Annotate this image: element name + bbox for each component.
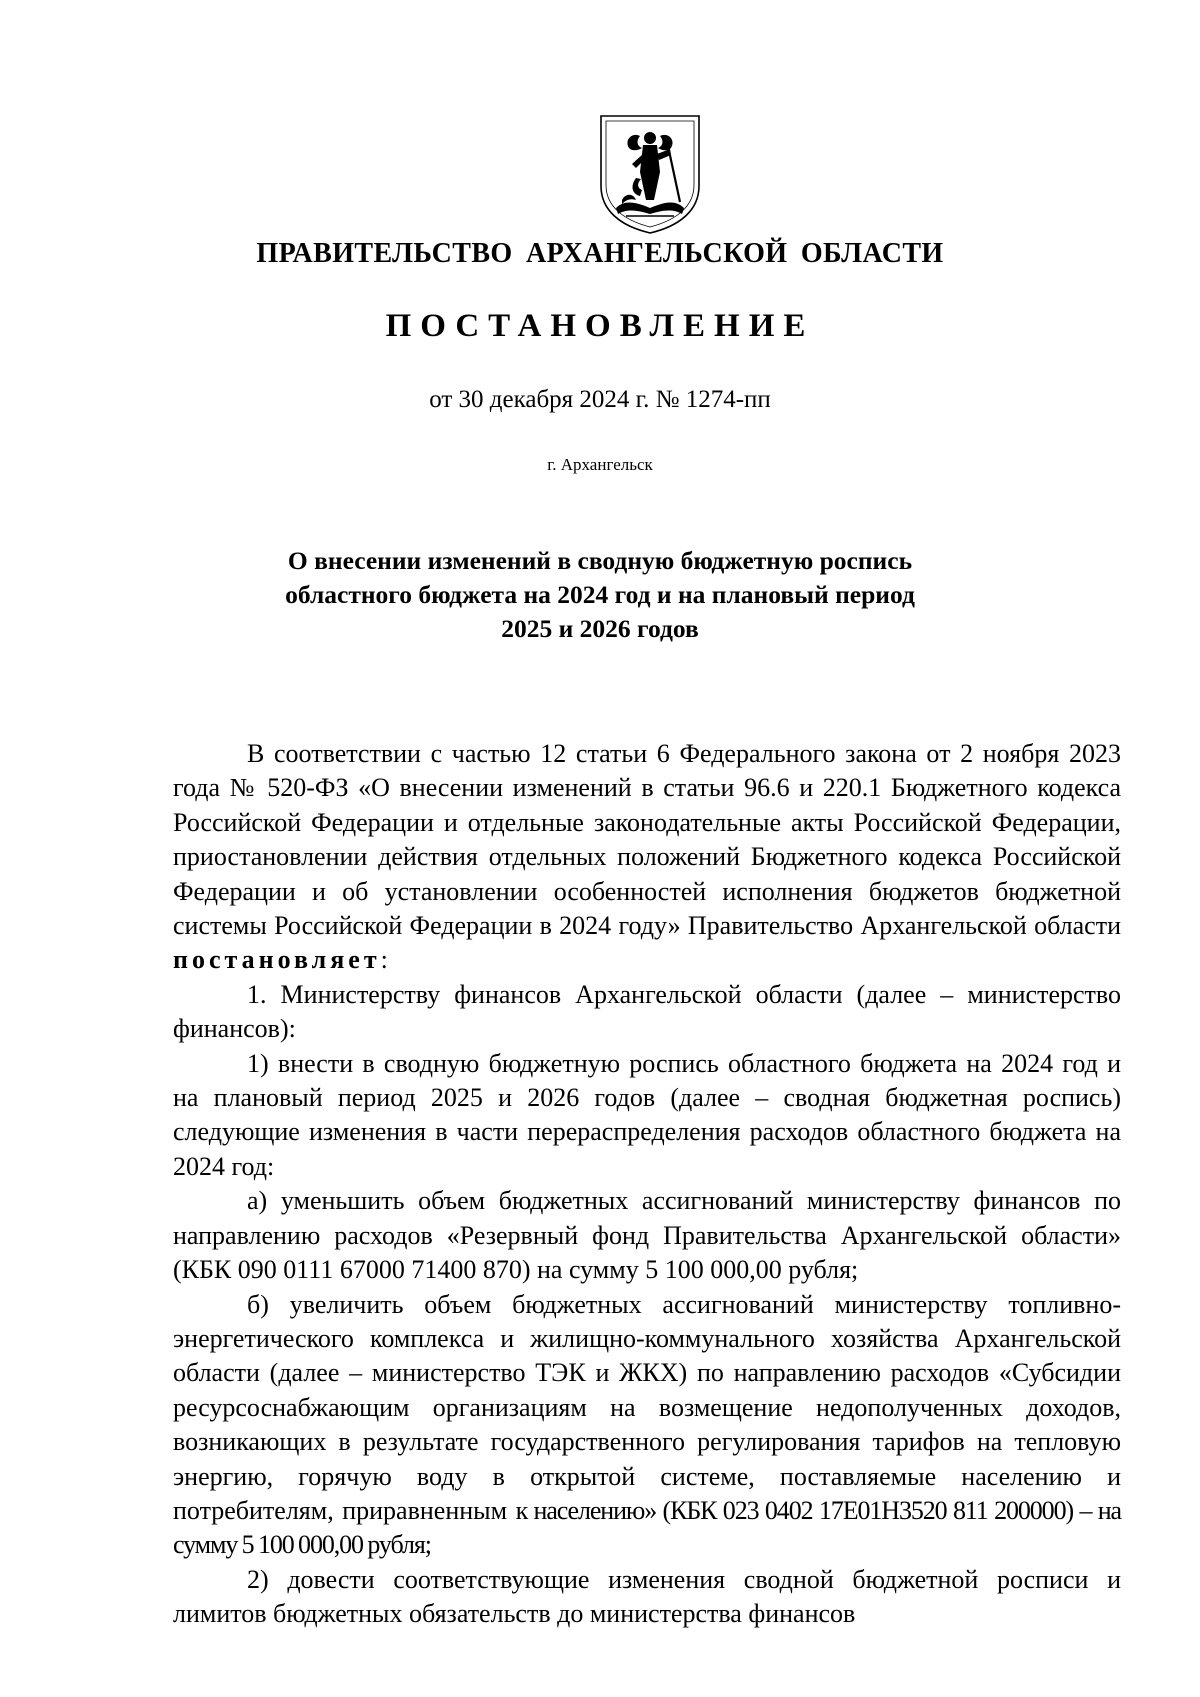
document-date-number: от 30 декабря 2024 г. № 1274-пп	[429, 386, 771, 413]
document-type-title: ПОСТАНОВЛЕНИЕ	[385, 308, 815, 344]
item-1-1-b-main-text: б) увеличить объем бюджетных ассигнований министерству топливно-энергетического комплекса и жилищно-коммунального хозяйства Архангельской области (далее – министерство ТЭК и ЖКХ) по направлению расходов «Субсидии ресурсоснабжающим организациям на возмещение недополученных доходов, возникающих в результате государственного регулирования тарифов на тепловую энергию, горячую воду в открытой системе, поставляемые населению и потребителям, приравненным	[173, 1289, 1121, 1525]
item-1-1-a-paragraph: а) уменьшить объем бюджетных ассигнований министерству финансов по направлению расходов «Резервный фонд Правительства Архангельской области» (КБК 090 0111 67000 71400 870) на сумму 5 100 000,00 рубля;	[173, 1186, 1121, 1285]
preamble-text: В соответствии с частью 12 статьи 6 Федерального закона от 2 ноября 2023 года № 520-ФЗ «О внесении изменений в статьи 96.6 и 220.1 Бюджетного кодекса Российской Федерации и отдельные законодательные акты Российской Федерации, приостановлении действия отдельных положений Бюджетного кодекса Российской Федерации и об установлении особенностей исполнения бюджетов бюджетной системы Российской Федерации в 2024 году» Правительство Архангельской области	[173, 739, 1121, 941]
government-title: ПРАВИТЕЛЬСТВО АРХАНГЕЛЬСКОЙ ОБЛАСТИ	[256, 238, 944, 269]
heading-line-2: областного бюджета на 2024 год и на плановый период	[285, 580, 915, 609]
resolves-punctuation: :	[380, 945, 388, 975]
resolves-word: постановляет	[173, 945, 381, 975]
document-city: г. Архангельск	[547, 455, 653, 474]
item-1-paragraph: 1. Министерству финансов Архангельской области (далее – министерство финансов):	[173, 979, 1121, 1044]
document-heading	[250, 544, 950, 646]
coat-of-arms-emblem	[596, 112, 704, 236]
document-body	[173, 737, 1121, 1632]
preamble-paragraph	[173, 737, 1121, 978]
item-1-2-paragraph: 2) довести соответствующие изменения сводной бюджетной росписи и лимитов бюджетных обязательств до министерства финансов	[173, 1564, 1121, 1629]
item-1-1-paragraph: 1) внести в сводную бюджетную роспись областного бюджета на 2024 год и на плановый период 2025 и 2026 годов (далее – сводная бюджетная роспись) следующие изменения в части перераспределения расходов областного бюджета на 2024 год:	[173, 1048, 1121, 1181]
item-1-1-b-paragraph	[173, 1288, 1121, 1563]
item-1-1-b-tail-text: к населению» (КБК 023 0402 17Е01Н3520 811 200000) – на сумму 5 100 000,00 рубля;	[173, 1495, 1121, 1560]
heading-line-1: О внесении изменений в сводную бюджетную роспись	[287, 546, 913, 575]
heading-line-3: 2025 и 2026 годов	[501, 614, 699, 643]
